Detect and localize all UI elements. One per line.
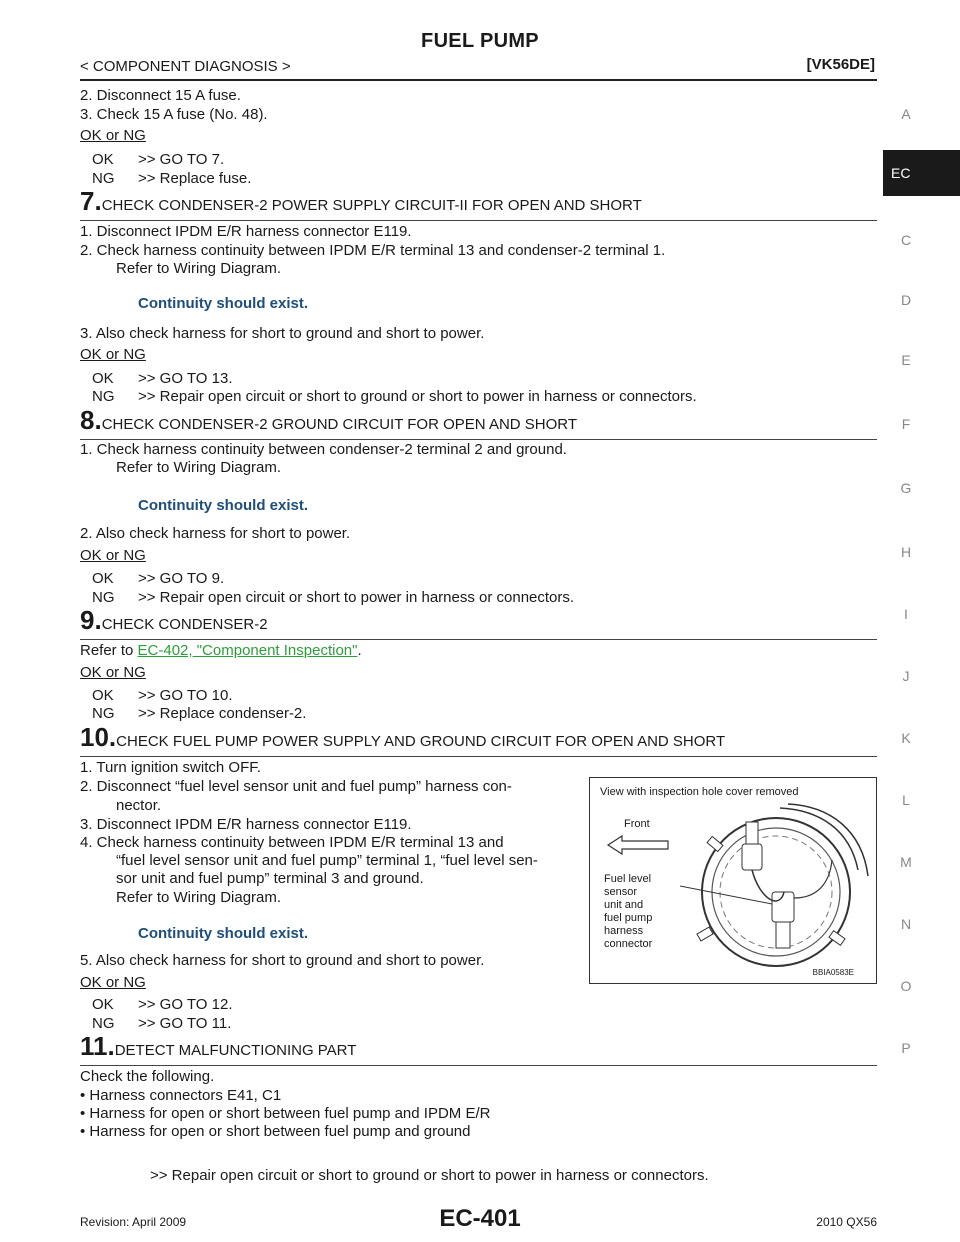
sidebar-item-k[interactable]: K bbox=[901, 730, 911, 746]
sidebar-item-n[interactable]: N bbox=[900, 916, 912, 932]
step-title: CHECK CONDENSER-2 GROUND CIRCUIT FOR OPEN AND SHORT bbox=[101, 416, 578, 433]
section-label: < COMPONENT DIAGNOSIS > bbox=[80, 58, 291, 75]
ok-action: >> GO TO 9. bbox=[138, 570, 225, 587]
ok-key: OK bbox=[92, 370, 114, 387]
result-line: >> Repair open circuit or short to ground or short to power in harness or connectors. bbox=[150, 1167, 709, 1184]
ok-key: OK bbox=[92, 570, 114, 587]
front-arrow-icon bbox=[606, 834, 670, 856]
spec-text: Continuity should exist. bbox=[138, 497, 309, 514]
instruction-line: Refer to Wiring Diagram. bbox=[116, 260, 282, 277]
step-title: DETECT MALFUNCTIONING PART bbox=[114, 1042, 357, 1059]
instruction-line: 5. Also check harness for short to ground and short to power. bbox=[80, 952, 485, 969]
component-inspection-link[interactable]: EC-402, "Component Inspection" bbox=[137, 642, 358, 659]
sidebar-item-m[interactable]: M bbox=[900, 854, 912, 870]
ng-result bbox=[92, 1015, 231, 1032]
instruction-line: Check the following. bbox=[80, 1068, 215, 1085]
ok-or-ng-label: OK or NG bbox=[80, 664, 146, 681]
revision-date: Revision: April 2009 bbox=[80, 1215, 187, 1229]
step-number: 8. bbox=[80, 405, 102, 435]
instruction-line: 2. Check harness continuity between IPDM E/R terminal 13 and condenser-2 terminal 1. bbox=[80, 242, 666, 259]
ok-action: >> GO TO 10. bbox=[138, 687, 233, 704]
step-number: 7. bbox=[80, 186, 102, 216]
step-heading-10 bbox=[80, 722, 877, 757]
ng-key: NG bbox=[92, 388, 115, 405]
sidebar-item-i[interactable]: I bbox=[904, 606, 908, 622]
page-number: EC-401 bbox=[439, 1205, 521, 1232]
sidebar-item-h[interactable]: H bbox=[900, 544, 912, 560]
model-year: 2010 QX56 bbox=[816, 1215, 877, 1229]
instruction-line: 3. Check 15 A fuse (No. 48). bbox=[80, 106, 268, 123]
sidebar-item-e[interactable]: E bbox=[901, 352, 911, 368]
sidebar-item-f[interactable]: F bbox=[901, 416, 911, 432]
spec-text: Continuity should exist. bbox=[138, 925, 309, 942]
label-line: sensor bbox=[604, 886, 638, 898]
instruction-line: sor unit and fuel pump” terminal 3 and ground. bbox=[116, 870, 424, 887]
instruction-line: 1. Check harness continuity between condenser-2 terminal 2 and ground. bbox=[80, 441, 567, 458]
instruction-line: 1. Disconnect IPDM E/R harness connector E119. bbox=[80, 223, 412, 240]
label-line: unit and bbox=[604, 899, 644, 911]
header-divider bbox=[80, 79, 877, 81]
step-heading-9 bbox=[80, 605, 877, 640]
ng-action: >> Repair open circuit or short to ground or short to power in harness or connectors. bbox=[138, 388, 697, 405]
step-title: CHECK CONDENSER-2 POWER SUPPLY CIRCUIT-II FOR OPEN AND SHORT bbox=[101, 197, 642, 214]
sidebar-item-ec[interactable]: EC bbox=[883, 150, 960, 196]
sidebar-item-o[interactable]: O bbox=[900, 978, 912, 994]
bullet-item: • Harness connectors E41, C1 bbox=[80, 1087, 282, 1104]
ok-result bbox=[92, 687, 233, 704]
page-title: FUEL PUMP bbox=[421, 30, 539, 52]
sidebar-item-p[interactable]: P bbox=[901, 1040, 911, 1056]
ng-action: >> Replace fuse. bbox=[138, 170, 252, 187]
ng-result bbox=[92, 589, 574, 606]
instruction-line: 2. Disconnect “fuel level sensor unit and fuel pump” harness con- bbox=[80, 778, 512, 795]
figure-code: BBIA0583E bbox=[812, 968, 854, 977]
step-heading-11 bbox=[80, 1031, 877, 1066]
ok-or-ng-label: OK or NG bbox=[80, 547, 146, 564]
ng-result bbox=[92, 705, 306, 722]
fuel-pump-illustration-icon bbox=[680, 800, 872, 976]
ok-action: >> GO TO 12. bbox=[138, 996, 233, 1013]
refer-line bbox=[80, 642, 362, 659]
instruction-line: Refer to Wiring Diagram. bbox=[116, 889, 282, 906]
ok-or-ng-label: OK or NG bbox=[80, 346, 146, 363]
front-label: Front bbox=[624, 818, 650, 830]
ok-result bbox=[92, 570, 224, 587]
instruction-line: Refer to Wiring Diagram. bbox=[116, 459, 282, 476]
label-line: harness bbox=[604, 925, 644, 937]
ok-key: OK bbox=[92, 151, 114, 168]
ok-action: >> GO TO 13. bbox=[138, 370, 233, 387]
ng-key: NG bbox=[92, 170, 115, 187]
ng-result bbox=[92, 170, 251, 187]
ok-result bbox=[92, 370, 233, 387]
spec-text: Continuity should exist. bbox=[138, 295, 309, 312]
sidebar-item-g[interactable]: G bbox=[900, 480, 912, 496]
sidebar-item-c[interactable]: C bbox=[900, 232, 912, 248]
instruction-line: 2. Disconnect 15 A fuse. bbox=[80, 87, 241, 104]
instruction-line: 1. Turn ignition switch OFF. bbox=[80, 759, 261, 776]
ok-or-ng-label: OK or NG bbox=[80, 974, 146, 991]
ng-key: NG bbox=[92, 589, 115, 606]
fuel-pump-harness-figure bbox=[589, 777, 877, 984]
instruction-line: 2. Also check harness for short to power. bbox=[80, 525, 351, 542]
refer-prefix: Refer to bbox=[80, 642, 138, 659]
ng-action: >> Replace condenser-2. bbox=[138, 705, 307, 722]
step-title: CHECK CONDENSER-2 bbox=[101, 616, 268, 633]
instruction-line: nector. bbox=[116, 797, 162, 814]
step-heading-8 bbox=[80, 405, 877, 440]
instruction-line: 4. Check harness continuity between IPDM E/R terminal 13 and bbox=[80, 834, 504, 851]
step-number: 10. bbox=[80, 722, 117, 752]
instruction-line: “fuel level sensor unit and fuel pump” terminal 1, “fuel level sen- bbox=[116, 852, 538, 869]
ng-result bbox=[92, 388, 697, 405]
ok-key: OK bbox=[92, 996, 114, 1013]
bullet-item: • Harness for open or short between fuel pump and IPDM E/R bbox=[80, 1105, 491, 1122]
label-line: connector bbox=[604, 938, 653, 950]
label-line: Fuel level bbox=[604, 873, 652, 885]
ng-action: >> GO TO 11. bbox=[138, 1015, 232, 1032]
sidebar-item-l[interactable]: L bbox=[902, 792, 910, 808]
bullet-item: • Harness for open or short between fuel pump and ground bbox=[80, 1123, 471, 1140]
step-number: 11. bbox=[80, 1031, 115, 1061]
instruction-line: 3. Disconnect IPDM E/R harness connector E119. bbox=[80, 816, 412, 833]
step-title: CHECK FUEL PUMP POWER SUPPLY AND GROUND CIRCUIT FOR OPEN AND SHORT bbox=[116, 733, 726, 750]
refer-suffix: . bbox=[357, 642, 362, 659]
label-line: fuel pump bbox=[604, 912, 653, 924]
ok-result bbox=[92, 996, 233, 1013]
sidebar-item-d[interactable]: D bbox=[900, 292, 912, 308]
step-number: 9. bbox=[80, 605, 102, 635]
ng-action: >> Repair open circuit or short to power in harness or connectors. bbox=[138, 589, 575, 606]
step-heading-7 bbox=[80, 186, 877, 221]
ok-result bbox=[92, 151, 224, 168]
ok-key: OK bbox=[92, 687, 114, 704]
engine-code: [VK56DE] bbox=[806, 56, 875, 73]
connector-label bbox=[604, 873, 674, 951]
ok-or-ng-label: OK or NG bbox=[80, 127, 146, 144]
figure-caption: View with inspection hole cover removed bbox=[600, 786, 799, 798]
sidebar-item-a[interactable]: A bbox=[901, 106, 911, 122]
instruction-line: 3. Also check harness for short to ground and short to power. bbox=[80, 325, 485, 342]
ok-action: >> GO TO 7. bbox=[138, 151, 225, 168]
ng-key: NG bbox=[92, 1015, 115, 1032]
sidebar-item-j[interactable]: J bbox=[902, 668, 910, 684]
ng-key: NG bbox=[92, 705, 115, 722]
